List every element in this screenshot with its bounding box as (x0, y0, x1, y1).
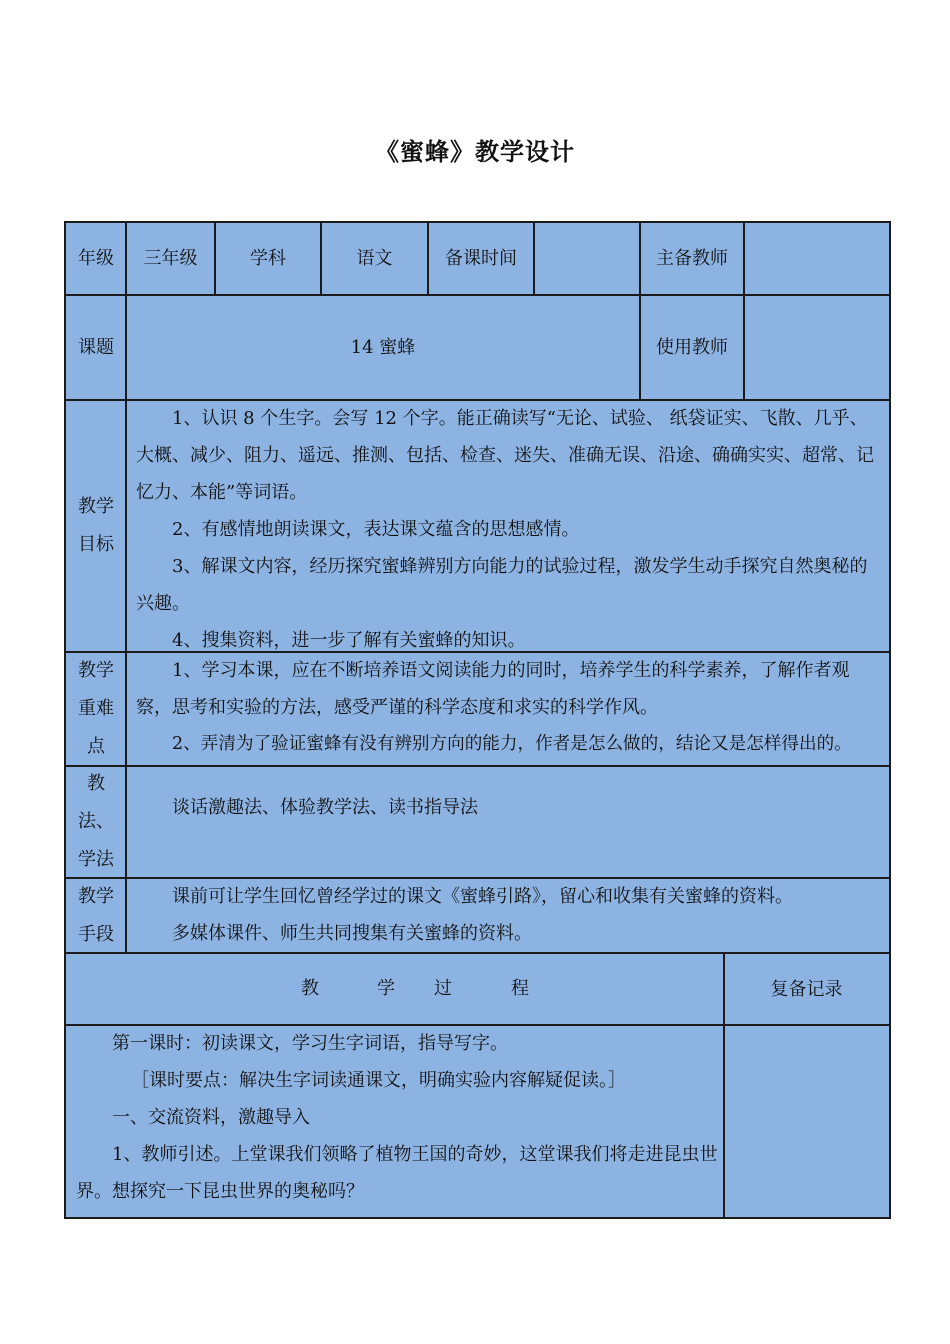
process-paragraph-1: 第一课时：初读课文，学习生字词语，指导写字。 (112, 1033, 508, 1054)
goals-paragraph-2: 2、有感情地朗读课文，表达课文蕴含的思想感情。 (172, 519, 580, 540)
methods-content (126, 766, 889, 878)
methods-text: 谈话激趣法、体验教学法、读书指导法 (172, 797, 478, 818)
subject-value: 语文 (321, 222, 428, 295)
process-header-char-3: 过 (434, 978, 452, 999)
table-line (64, 399, 891, 401)
subject-label: 学科 (215, 222, 321, 295)
means-label (66, 878, 126, 953)
table-line (125, 221, 127, 953)
goals-label (66, 400, 126, 652)
means-content (126, 878, 889, 953)
goals-paragraph-4: 4、搜集资料，进一步了解有关蜜蜂的知识。 (172, 630, 526, 651)
key-points-label-line1: 教学 (78, 660, 114, 681)
lead-teacher-label: 主备教师 (640, 222, 744, 295)
table-line (639, 221, 641, 400)
goals-label-line1: 教学 (78, 496, 114, 517)
user-teacher-value (744, 295, 889, 400)
goals-paragraph-1: 1、认识 8 个生字。会写 12 个字。能正确读写“无论、试验、 纸袋证实、飞散、几乎、大概、减少、阻力、遥远、推测、包括、检查、迷失、准确无误、沿途、确确实实、超常、记忆力、本能”等词语。 (136, 408, 874, 503)
table-border-left (64, 221, 66, 1219)
process-content (66, 1025, 724, 1218)
means-label-line1: 教学 (78, 885, 114, 907)
process-header-char-4: 程 (511, 978, 529, 999)
key-points-label (66, 652, 126, 766)
grade-value: 三年级 (126, 222, 215, 295)
table-border-bottom (64, 1217, 891, 1219)
methods-label-line1: 教 (87, 773, 105, 794)
means-paragraph-1: 课前可让学生回忆曾经学过的课文《蜜蜂引路》，留心和收集有关蜜蜂的资料。 (172, 886, 793, 907)
table-border-right (889, 221, 891, 1219)
table-line (723, 952, 725, 1218)
key-points-label-line3: 点 (87, 736, 105, 757)
process-paragraph-3: 一、交流资料，激趣导入 (112, 1107, 310, 1128)
means-label-line2: 手段 (78, 923, 114, 945)
table-line (64, 952, 891, 954)
methods-label-line3: 学法 (78, 849, 114, 870)
grade-label: 年级 (66, 222, 126, 295)
goals-paragraph-3: 3、解课文内容，经历探究蜜蜂辨别方向能力的试验过程，激发学生动手探究自然奥秘的兴趣。 (136, 556, 868, 614)
process-header (66, 953, 724, 1025)
table-line (64, 651, 891, 653)
review-content (724, 1025, 889, 1218)
goals-label-line2: 目标 (78, 534, 114, 555)
prep-time-label: 备课时间 (428, 222, 534, 295)
table-line (533, 221, 535, 295)
topic-value: 14 蜜蜂 (126, 295, 640, 400)
table-line (64, 1024, 891, 1026)
key-points-paragraph-2: 2、弄清为了验证蜜蜂有没有辨别方向的能力，作者是怎么做的，结论又是怎样得出的。 (172, 734, 852, 754)
table-line (64, 877, 891, 879)
review-header: 复备记录 (724, 953, 889, 1025)
user-teacher-label (640, 295, 744, 400)
table-border-top (64, 221, 891, 223)
table-line (743, 221, 745, 400)
process-header-char-2: 学 (377, 978, 395, 999)
key-points-label-line2: 重难 (78, 698, 114, 719)
table-line (214, 221, 216, 295)
process-paragraph-4: 1、教师引述。上堂课我们领略了植物王国的奇妙，这堂课我们将走进昆虫世界。想探究一下昆虫世界的奥秘吗？ (76, 1144, 718, 1202)
table-line (427, 221, 429, 295)
user-teacher-label-text: 使用教师 (656, 337, 728, 358)
table-line (320, 221, 322, 295)
lead-teacher-value (744, 222, 889, 295)
document-title: 《蜜蜂》教学设计 (375, 138, 575, 166)
process-paragraph-2: ［课时要点：解决生字词读通课文，明确实验内容解疑促读。］ (131, 1070, 626, 1091)
methods-label (66, 766, 126, 878)
table-line (64, 294, 891, 296)
prep-time-value (534, 222, 640, 295)
process-header-char-1: 教 (301, 978, 319, 999)
methods-label-line2: 法、 (78, 811, 114, 832)
goals-content (126, 400, 889, 652)
key-points-content (126, 652, 889, 766)
topic-label: 课题 (66, 295, 126, 400)
key-points-paragraph-1: 1、学习本课，应在不断培养语文阅读能力的同时，培养学生的科学素养，了解作者观察，思考和实验的方法，感受严谨的科学态度和求实的科学作风。 (136, 660, 850, 718)
table-line (64, 765, 891, 767)
means-paragraph-2: 多媒体课件、师生共同搜集有关蜜蜂的资料。 (172, 923, 532, 944)
